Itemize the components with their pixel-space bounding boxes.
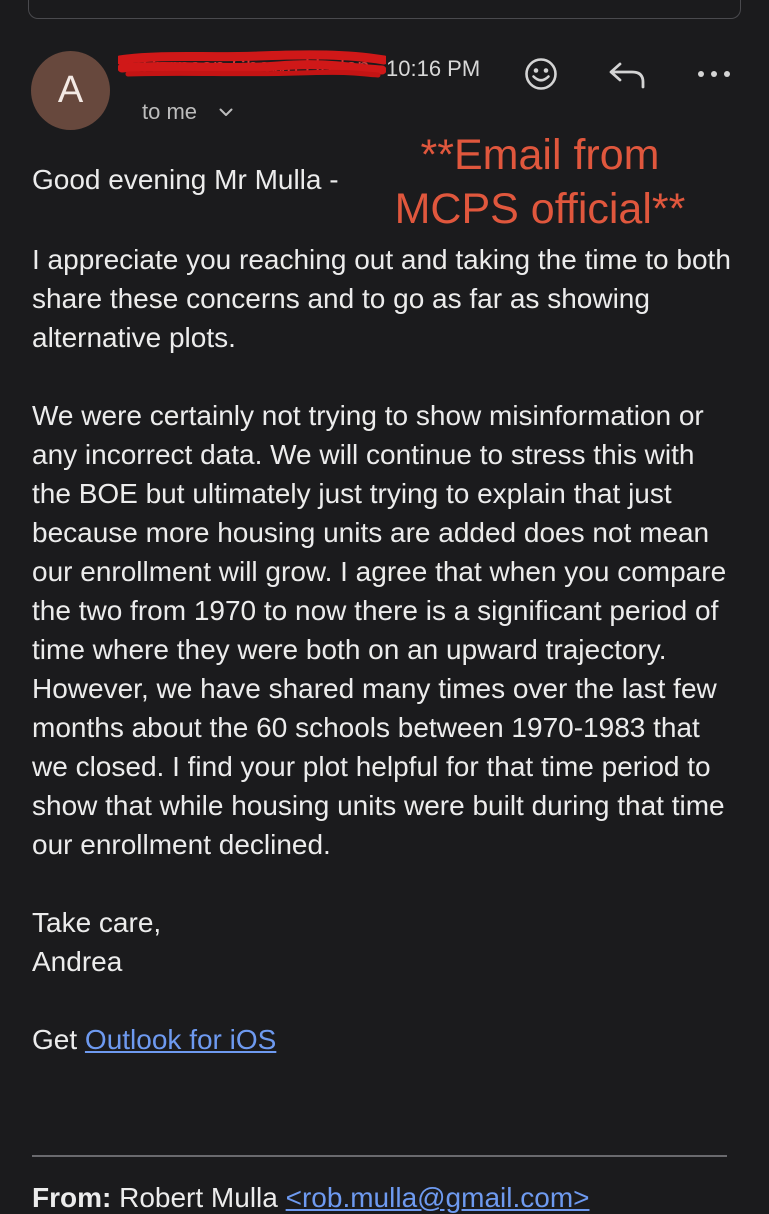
- overlay-annotation: **Email from MCPS official**: [394, 131, 686, 233]
- avatar[interactable]: [31, 51, 110, 130]
- avatar-initial: A: [57, 69, 84, 111]
- get-label: Get: [32, 1024, 78, 1055]
- email-greeting: Good evening Mr Mulla -: [32, 164, 339, 195]
- recipient-toggle[interactable]: [142, 99, 233, 125]
- sender-name[interactable]: Swinsen Shawn Haden: [142, 54, 370, 79]
- previous-message-edge: [28, 0, 741, 19]
- quoted-from-line: [32, 1182, 590, 1214]
- more-icon[interactable]: [697, 70, 731, 78]
- redaction-scribble: [118, 48, 386, 78]
- quoted-divider: [32, 1155, 727, 1157]
- recipient-label: to me: [142, 99, 198, 124]
- reply-icon[interactable]: [608, 60, 648, 90]
- email-signoff: Take care, Andrea: [32, 907, 162, 977]
- from-name: Robert Mulla: [119, 1182, 278, 1213]
- email-paragraph: We were certainly not trying to show misinformation or any incorrect data. We will continue to stress this with the BOE but ultimately just trying to explain that just because more housing units are added does not mean our enrollment will grow. I agree that when you compare the two from 1970 to now there is a significant period of time where they were both on an upward trajectory. However, we have shared many times over the last few months about the 60 schools between 1970-1983 that we closed. I find your plot helpful for that time period to show that while housing units were built during that time our enrollment declined.: [32, 400, 727, 860]
- get-outlook-line: [32, 1020, 737, 1059]
- email-paragraph: I appreciate you reaching out and taking the time to both share these concerns and to go as far as showing alternative plots.: [32, 244, 731, 353]
- emoji-icon[interactable]: [524, 57, 558, 91]
- outlook-for-ios-link[interactable]: Outlook for iOS: [84, 1024, 277, 1055]
- email-body: [32, 240, 737, 1098]
- from-label: From:: [32, 1182, 112, 1213]
- from-email-link[interactable]: <rob.mulla@gmail.com>: [285, 1182, 590, 1213]
- chevron-down-icon: [219, 108, 233, 117]
- timestamp: 10:16 PM: [386, 56, 481, 81]
